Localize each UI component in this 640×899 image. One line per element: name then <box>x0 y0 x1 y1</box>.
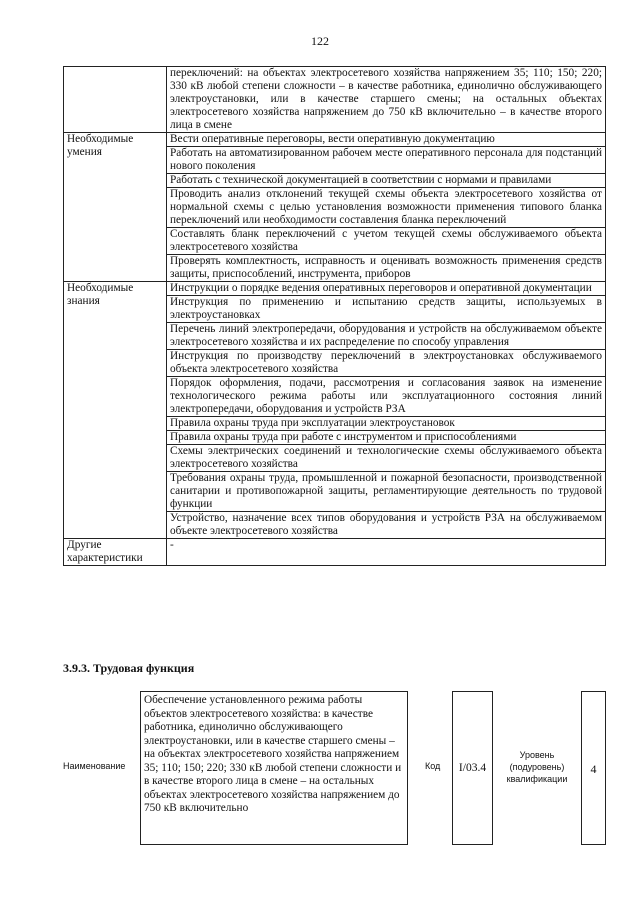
row-text: Инструкция по производству переключений в электроустановках обслуживаемого объекта электросетевого хозяйства <box>167 350 606 377</box>
row-text: Схемы электрических соединений и технологические схемы обслуживаемого объекта электросетевого хозяйства <box>167 445 606 472</box>
row-text: Проверять комплектность, исправность и оценивать возможность применения средств защиты, приспособлений, инструмента, приборов <box>167 255 606 282</box>
function-name-box: Обеспечение установленного режима работы объектов электросетевого хозяйства: в качестве работника, единолично обслуживающего электроустановки, или в качестве старшего смены – на объектах электросетевого хозяйства напряжением 35; 110; 150; 220; 330 кВ любой степени сложности и в качестве второго лица в смене – на остальных объектах электросетевого хозяйства напряжением до 750 кВ включительно <box>140 691 408 845</box>
row-text: Составлять бланк переключений с учетом текущей схемы обслуживаемого объекта электросетевого хозяйства <box>167 228 606 255</box>
row-text: Порядок оформления, подачи, рассмотрения и согласования заявок на изменение технологического режима работы или эксплуатационного состояния линий электропередачи, оборудования и устройств РЗА <box>167 377 606 417</box>
row-text: Правила охраны труда при работе с инструментом и приспособлениями <box>167 431 606 445</box>
function-code-box <box>452 691 493 845</box>
row-label <box>64 67 167 133</box>
function-name-label: Наименование <box>63 761 126 771</box>
function-code-label: Код <box>425 761 441 771</box>
qualification-level-label: Уровень (подуровень) квалификации <box>506 750 568 784</box>
row-text: - <box>167 539 606 566</box>
qualification-level-box <box>581 691 606 845</box>
row-label-skills: Необходимые умения <box>64 133 167 282</box>
row-text: Вести оперативные переговоры, вести оперативную документацию <box>167 133 606 147</box>
row-label-other: Другие характеристики <box>64 539 167 566</box>
function-code-value: I/03.4 <box>458 762 487 774</box>
table-row <box>64 539 606 566</box>
row-text: Инструкции о порядке ведения оперативных переговоров и оперативной документации <box>167 282 606 296</box>
row-text: Проводить анализ отклонений текущей схемы объекта электросетевого хозяйства от нормальной схемы с целью установления возможности применения типового бланка переключений или необходимости составления бланка переключений <box>167 188 606 228</box>
table-row <box>64 282 606 296</box>
row-text: Работать на автоматизированном рабочем месте оперативного персонала для подстанций нового поколения <box>167 147 606 174</box>
row-text: Требования охраны труда, промышленной и пожарной безопасности, производственной санитарии и противопожарной защиты, регламентирующие деятельность по трудовой функции <box>167 472 606 512</box>
qualification-level-value: 4 <box>590 762 597 776</box>
row-text: переключений: на объектах электросетевого хозяйства напряжением 35; 110; 150; 220; 330 кВ любой степени сложности – в качестве работника, единолично обслуживающего электроустановки, или в качестве старшего смены; на остальных объектах электросетевого хозяйства напряжением до 750 кВ включительно – в качестве второго лица в смене <box>167 67 606 133</box>
section-title: 3.9.3. Трудовая функция <box>63 661 195 675</box>
row-text: Работать с технической документацией в соответствии с нормами и правилами <box>167 174 606 188</box>
row-text: Инструкция по применению и испытанию средств защиты, используемых в электроустановках <box>167 296 606 323</box>
row-text: Перечень линий электропередачи, оборудования и устройств на обслуживаемом объекте электросетевого хозяйства и их распределение по способу управления <box>167 323 606 350</box>
row-label-knowledge: Необходимые знания <box>64 282 167 539</box>
table-row <box>64 67 606 133</box>
row-text: Правила охраны труда при эксплуатации электроустановок <box>167 417 606 431</box>
skills-knowledge-table <box>63 66 606 566</box>
row-text: Устройство, назначение всех типов оборудования и устройств РЗА на обслуживаемом объекте электросетевого хозяйства <box>167 512 606 539</box>
page-number: 122 <box>311 34 329 48</box>
table-row <box>64 133 606 147</box>
